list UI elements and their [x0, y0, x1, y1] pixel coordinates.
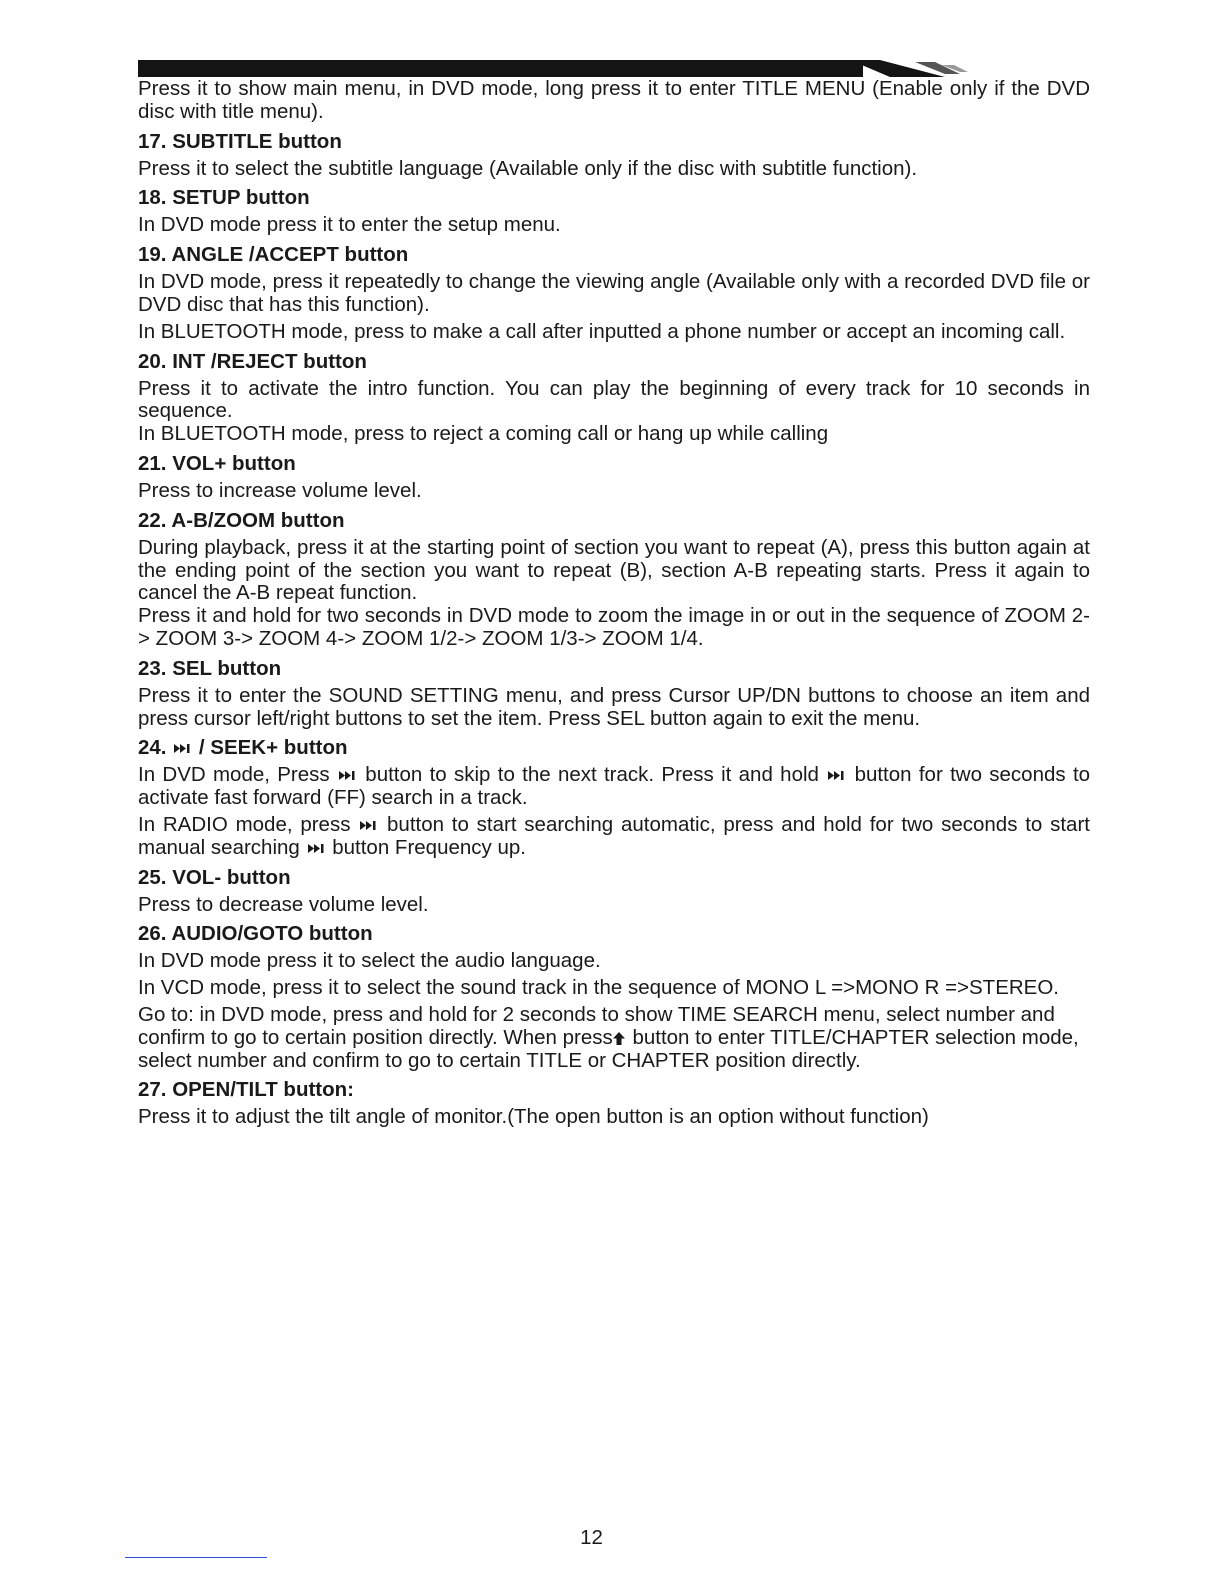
section-23-text: Press it to enter the SOUND SETTING menu, and press Cursor UP/DN buttons to choose an item and press cursor left/right buttons to set the item. Press SEL button again to exit the menu.: [138, 683, 1090, 730]
section-26-goto-b: button to enter TITLE/CHAPTER selection mode, select number and confirm to go to certain TITLE or CHAPTER position directly.: [138, 1025, 1079, 1072]
header-swoosh: [850, 50, 1020, 80]
manual-content: [138, 78, 1090, 1129]
header-bar: [138, 60, 863, 77]
section-24-heading: [138, 736, 1090, 760]
section-20-text: In BLUETOOTH mode, press to reject a coming call or hang up while calling: [138, 422, 829, 446]
section-19-text: In BLUETOOTH mode, press to make a call after inputted a phone number or accept an incoming call.: [138, 319, 1066, 343]
section-22-text: Press it and hold for two seconds in DVD mode to zoom the image in or out in the sequence of ZOOM 2-> ZOOM 3-> ZOOM 4-> ZOOM 1/2-> ZOOM 1/3-> ZOOM 1/4.: [138, 604, 1090, 650]
next-track-icon: [339, 771, 356, 780]
section-24-text-b: button to skip to the next track. Press it and hold: [365, 763, 819, 787]
section-24-text: [138, 814, 1090, 860]
section-24-radio-b: button to start searching automatic, press and hold for two seconds to start manual searching: [138, 812, 1090, 859]
section-27-heading: 27. OPEN/TILT button:: [138, 1078, 354, 1102]
section-17-heading: 17. SUBTITLE button: [138, 129, 342, 153]
section-24-text-c: button for two seconds to activate fast forward (FF) search in a track.: [138, 763, 1091, 810]
page-number: 12: [580, 1526, 603, 1549]
section-27-text: Press it to adjust the tilt angle of monitor.(The open button is an option without function): [138, 1105, 929, 1129]
section-26-goto-a: Go to: in DVD mode, press and hold for 2 seconds to show TIME SEARCH menu, select number and confirm to go to certain position directly. When press: [138, 1002, 1055, 1049]
section-22-text: During playback, press it at the starting point of section you want to repeat (A), press this button again at the ending point of the section you want to repeat (B), section A-B repeating starts. Press it again to cancel the A-B repeat function.: [138, 535, 1090, 605]
section-18-text: In DVD mode press it to enter the setup menu.: [138, 213, 561, 237]
section-24-number: 24.: [138, 736, 167, 760]
section-20-text: Press it to activate the intro function. You can play the beginning of every track for 10 seconds in sequence.: [138, 376, 1090, 423]
up-arrow-icon: [613, 1032, 625, 1045]
next-track-icon: [360, 821, 377, 830]
section-19-heading: 19. ANGLE /ACCEPT button: [138, 243, 409, 267]
section-25-text: Press to decrease volume level.: [138, 892, 429, 916]
section-21-heading: 21. VOL+ button: [138, 451, 296, 475]
next-track-icon: [308, 844, 325, 853]
section-24-radio-a: In RADIO mode, press: [138, 812, 351, 836]
next-track-icon: [828, 771, 845, 780]
section-20-heading: 20. INT /REJECT button: [138, 349, 367, 373]
section-19-text: In DVD mode, press it repeatedly to change the viewing angle (Available only with a recorded DVD file or DVD disc that has this function).: [138, 270, 1090, 316]
section-26-heading: 26. AUDIO/GOTO button: [138, 922, 373, 946]
section-26-text: In VCD mode, press it to select the sound track in the sequence of MONO L =>MONO R =>STEREO.: [138, 976, 1059, 1000]
section-24-radio-c: button Frequency up.: [332, 835, 526, 859]
section-22-heading: 22. A-B/ZOOM button: [138, 508, 345, 532]
section-21-text: Press to increase volume level.: [138, 478, 422, 502]
next-track-icon: [174, 744, 191, 753]
section-26-text: In DVD mode press it to select the audio language.: [138, 949, 601, 973]
section-17-text: Press it to select the subtitle language (Available only if the disc with subtitle function).: [138, 156, 918, 180]
section-25-heading: 25. VOL- button: [138, 865, 291, 889]
section-24-text: [138, 764, 1090, 810]
section-24-text-a: In DVD mode, Press: [138, 763, 330, 787]
section-18-heading: 18. SETUP button: [138, 186, 310, 210]
intro-text: Press it to show main menu, in DVD mode, long press it to enter TITLE MENU (Enable only if the DVD disc with title menu).: [138, 77, 1090, 123]
section-24-title: / SEEK+ button: [193, 736, 348, 760]
section-26-goto-text: [138, 1004, 1090, 1072]
section-23-heading: 23. SEL button: [138, 656, 282, 680]
footer-line: [125, 1557, 267, 1558]
